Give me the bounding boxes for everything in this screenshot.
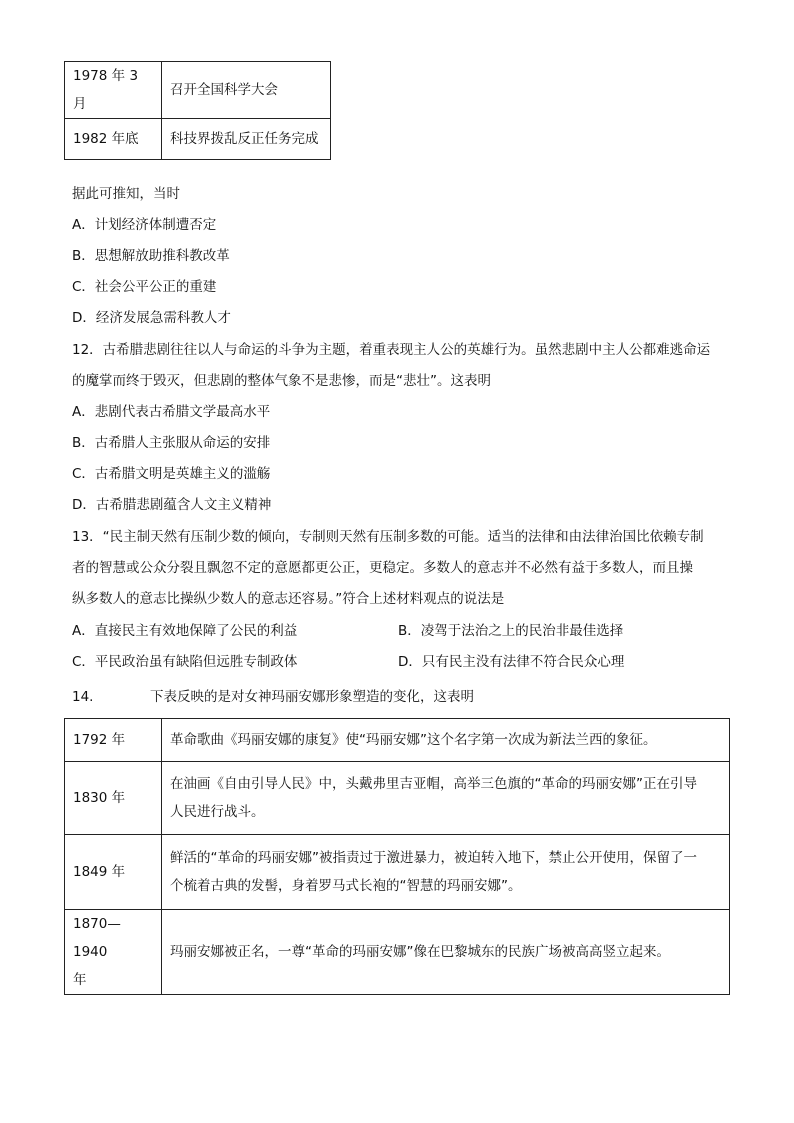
q13-option-a: A．直接民主有效地保障了公民的利益 [72,623,298,639]
q12-option-b: B．古希腊人主张服从命运的安排 [72,435,271,451]
description-line-1: 在油画《自由引导人民》中，头戴弗里吉亚帽，高举三色旗的“革命的玛丽安娜”正在引导 [170,776,697,792]
q14-number: 14. [72,689,94,705]
q13-stem-line-1: 13．“民主制天然有压制少数的倾向，专制则天然有压制多数的可能。适当的法律和由法律治国比依赖专制 [72,529,704,545]
q12-stem-line-1: 12．古希腊悲剧往往以人与命运的斗争为主题，着重表现主人公的英雄行为。虽然悲剧中主人公都难逃命运 [72,342,711,358]
table-cell-year: 1849 年 [65,835,162,910]
q13-option-c: C．平民政治虽有缺陷但远胜专制政体 [72,654,298,670]
description-line-2: 人民进行战斗。 [170,804,265,820]
table-row [65,62,331,119]
table-row [65,762,730,835]
description-line-1: 革命歌曲《玛丽安娜的康复》使“玛丽安娜”这个名字第一次成为新法兰西的象征。 [170,732,657,748]
table-row [65,835,730,910]
table-cell-year: 1792 年 [65,719,162,762]
timeline-table-1 [64,61,331,160]
q13-stem-line-3: 纵多数人的意志比操纵少数人的意志还容易。”符合上述材料观点的说法是 [72,591,505,607]
q11-option-b: B．思想解放助推科教改革 [72,248,230,264]
q11-stem: 据此可推知，当时 [72,186,180,202]
table-cell-year: 1830 年 [65,762,162,835]
q13-option-d: D．只有民主没有法律不符合民众心理 [398,654,625,670]
description-line-1: 鲜活的“革命的玛丽安娜”被指责过于激进暴力，被迫转入地下，禁止公开使用，保留了一 [170,850,697,866]
marianne-table [64,718,730,995]
table-cell-date: 1978 年 3 月 [65,62,162,119]
q12-stem-line-2: 的魔掌而终于毁灭，但悲剧的整体气象不是悲惨，而是“悲壮”。这表明 [72,373,491,389]
description-line-1: 玛丽安娜被正名，一尊“革命的玛丽安娜”像在巴黎城东的民族广场被高高竖立起来。 [170,944,670,960]
q12-option-a: A．悲剧代表古希腊文学最高水平 [72,404,271,420]
q12-option-c: C．古希腊文明是英雄主义的滥觞 [72,466,271,482]
q13-stem-line-2: 者的智慧或公众分裂且飘忽不定的意愿都更公正，更稳定。多数人的意志并不必然有益于多数人，而且操 [72,560,693,576]
table-cell-date: 1982 年底 [65,119,162,160]
table-row [65,910,730,995]
year-line-1: 1870—1940 [73,916,121,960]
table-cell-description [162,762,730,835]
q11-option-d: D．经济发展急需科教人才 [72,310,231,326]
table-cell-year [65,910,162,995]
q12-option-d: D．古希腊悲剧蕴含人文主义精神 [72,497,272,513]
table-cell-event: 科技界拨乱反正任务完成 [162,119,331,160]
table-row [65,119,331,160]
table-cell-event: 召开全国科学大会 [162,62,331,119]
table-cell-description [162,835,730,910]
q14-stem: 下表反映的是对女神玛丽安娜形象塑造的变化，这表明 [150,689,474,705]
table-cell-description [162,910,730,995]
table-cell-description [162,719,730,762]
table-row [65,719,730,762]
description-line-2: 个梳着古典的发髻，身着罗马式长袍的“智慧的玛丽安娜”。 [170,878,522,894]
q13-option-b: B．凌驾于法治之上的民治非最佳选择 [398,623,624,639]
q11-option-c: C．社会公平公正的重建 [72,279,217,295]
q11-option-a: A．计划经济体制遭否定 [72,217,217,233]
year-line-2: 年 [73,972,87,988]
